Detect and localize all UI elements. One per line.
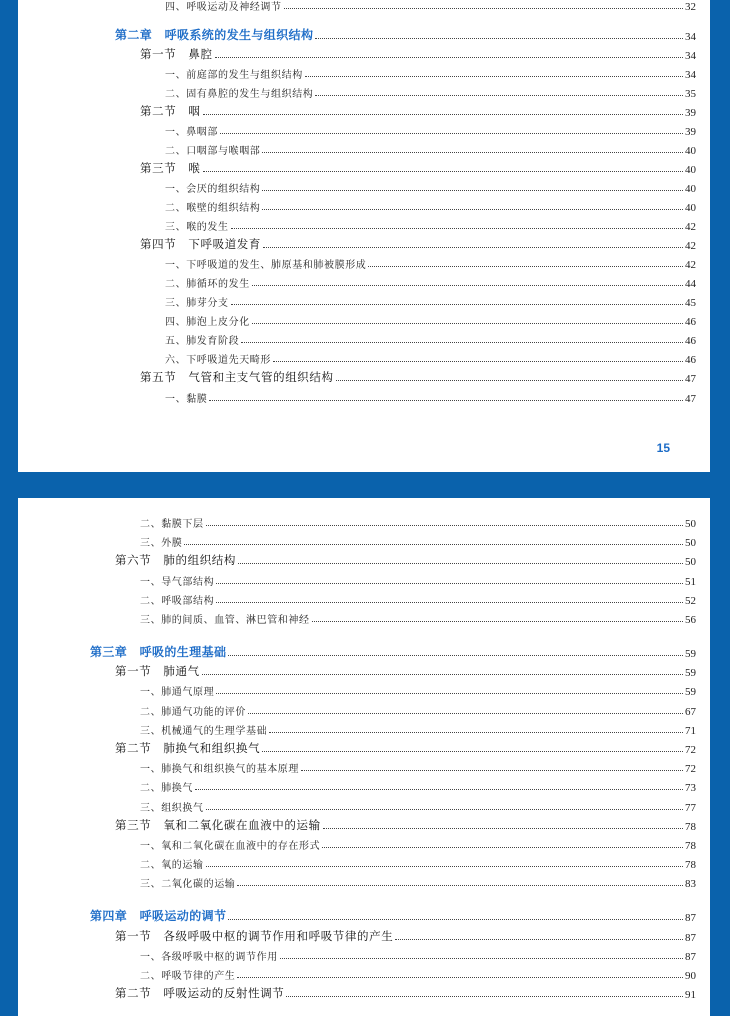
toc-entry-page-number: 72	[685, 744, 696, 756]
toc-entry-page-number: 59	[685, 686, 696, 698]
toc-entry-page-number: 32	[685, 1, 696, 13]
toc-entry-title: 二、肺通气功能的评价	[140, 707, 246, 718]
toc-entry-page-number: 40	[685, 183, 696, 195]
toc-entry-page-number: 67	[685, 706, 696, 718]
toc-entry-title: 一、下呼吸道的发生、肺原基和肺被膜形成	[165, 260, 367, 271]
toc-entry-page-number: 91	[685, 989, 696, 1001]
toc-entry-page-number: 46	[685, 316, 696, 328]
toc-entry-title: 一、鼻咽部	[165, 127, 218, 138]
toc-entry-chapter[interactable]	[18, 905, 710, 924]
toc-entry-page-number: 73	[685, 782, 696, 794]
toc-entry-item[interactable]	[18, 309, 710, 328]
dot-leader	[238, 563, 683, 564]
toc-entry-page-number: 50	[685, 556, 696, 568]
toc-entry-title: 二、喉壁的组织结构	[165, 203, 261, 214]
toc-entry-title: 第二节 咽	[140, 104, 201, 118]
toc-entry-title: 二、黏膜下层	[140, 519, 204, 530]
dot-leader	[216, 693, 683, 694]
dot-leader	[252, 285, 683, 286]
toc-entry-item[interactable]	[18, 871, 710, 890]
toc-entry-item[interactable]	[18, 328, 710, 347]
dot-leader	[262, 751, 683, 752]
toc-entry-title: 二、呼吸节律的产生	[140, 971, 236, 982]
toc-entry-title: 二、口咽部与喉咽部	[165, 146, 261, 157]
toc-entry-page-number: 71	[685, 725, 696, 737]
toc-entry-title: 一、黏膜	[165, 394, 208, 405]
toc-entry-page-number: 59	[685, 667, 696, 679]
toc-entry-page-number: 77	[685, 802, 696, 814]
toc-entry-page-number: 42	[685, 259, 696, 271]
toc-entry-title: 第三节 喉	[140, 161, 201, 175]
dot-leader	[220, 133, 683, 134]
dot-leader	[228, 655, 683, 656]
dot-leader	[262, 209, 683, 210]
dot-leader	[231, 304, 683, 305]
dot-leader	[284, 8, 683, 9]
toc-entry-item[interactable]	[18, 271, 710, 290]
toc-entry-item[interactable]	[18, 386, 710, 405]
toc-entry-page-number: 40	[685, 164, 696, 176]
dot-leader	[252, 323, 683, 324]
toc-entry-section[interactable]	[18, 660, 710, 679]
toc-entry-page-number: 39	[685, 107, 696, 119]
toc-entry-title: 第一节 各级呼吸中枢的调节作用和呼吸节律的产生	[115, 929, 394, 943]
toc-entry-page-number: 35	[685, 88, 696, 100]
dot-leader	[195, 789, 683, 790]
toc-entry-title: 二、肺循环的发生	[165, 279, 250, 290]
toc-entry-title: 四、肺泡上皮分化	[165, 317, 250, 328]
dot-leader	[280, 958, 683, 959]
toc-entry-item[interactable]	[18, 62, 710, 81]
toc-entry-title: 三、组织换气	[140, 803, 204, 814]
dot-leader	[209, 400, 683, 401]
toc-entry-page-number: 40	[685, 145, 696, 157]
toc-entry-page-number: 51	[685, 576, 696, 588]
toc-entry-title: 第三节 氧和二氧化碳在血液中的运输	[115, 818, 321, 832]
toc-entry-page-number: 87	[685, 951, 696, 963]
dot-leader	[286, 996, 683, 997]
toc-entry-page-number: 50	[685, 518, 696, 530]
toc-entry-title: 第四节 下呼吸道发育	[140, 237, 261, 251]
toc-entry-title: 第一节 肺通气	[115, 664, 200, 678]
toc-entry-item[interactable]	[18, 195, 710, 214]
toc-entry-item[interactable]	[18, 699, 710, 718]
toc-entry-page-number: 87	[685, 912, 696, 924]
dot-leader	[336, 380, 683, 381]
toc-entry-title: 一、导气部结构	[140, 577, 215, 588]
toc-entry-title: 二、氧的运输	[140, 860, 204, 871]
toc-entry-title: 五、肺发育阶段	[165, 336, 240, 347]
dot-leader	[216, 583, 683, 584]
toc-entry-section[interactable]	[18, 982, 710, 1001]
toc-entry-chapter[interactable]	[18, 24, 710, 43]
toc-entry-title: 三、二氧化碳的运输	[140, 879, 236, 890]
toc-entry-page-number: 78	[685, 840, 696, 852]
toc-entry-page-number: 42	[685, 240, 696, 252]
toc-entry-item[interactable]	[18, 944, 710, 963]
dot-leader	[305, 76, 683, 77]
toc-entry-item[interactable]	[18, 511, 710, 530]
toc-entry-section[interactable]	[18, 100, 710, 119]
toc-entry-title: 第四章 呼吸运动的调节	[90, 909, 227, 923]
toc-entry-item[interactable]	[18, 569, 710, 588]
toc-entry-title: 一、氧和二氧化碳在血液中的存在形式	[140, 841, 321, 852]
toc-entry-title: 第三章 呼吸的生理基础	[90, 645, 227, 659]
toc-entry-item[interactable]	[18, 679, 710, 698]
toc-entry-page-number: 90	[685, 970, 696, 982]
dot-leader	[273, 361, 683, 362]
dot-leader	[215, 57, 683, 58]
toc-entry-title: 六、下呼吸道先天畸形	[165, 355, 271, 366]
toc-entry-item[interactable]	[18, 607, 710, 626]
dot-leader	[184, 544, 683, 545]
toc-entry-page-number: 78	[685, 821, 696, 833]
dot-leader	[241, 342, 683, 343]
toc-entry-item[interactable]	[18, 588, 710, 607]
dot-leader	[216, 602, 683, 603]
toc-entry-section[interactable]	[18, 157, 710, 176]
toc-entry-title: 二、肺换气	[140, 783, 193, 794]
toc-entry-page-number: 39	[685, 126, 696, 138]
toc-entry-page-number: 34	[685, 69, 696, 81]
dot-leader	[228, 919, 683, 920]
toc-entry-section[interactable]	[18, 43, 710, 62]
toc-entry-page-number: 78	[685, 859, 696, 871]
toc-entry-title: 二、固有鼻腔的发生与组织结构	[165, 89, 314, 100]
toc-entry-chapter[interactable]	[18, 641, 710, 660]
toc-entry-title: 一、肺通气原理	[140, 687, 215, 698]
toc-entry-item[interactable]	[18, 347, 710, 366]
toc-entry-item[interactable]	[18, 718, 710, 737]
toc-entry-title: 第一节 鼻腔	[140, 47, 213, 61]
dot-leader	[323, 828, 683, 829]
toc-entry-title: 一、各级呼吸中枢的调节作用	[140, 952, 278, 963]
toc-entry-page-number: 50	[685, 537, 696, 549]
toc-page-bottom	[18, 498, 710, 1016]
toc-entry-title: 第二节 肺换气和组织换气	[115, 741, 261, 755]
toc-entry-item[interactable]	[18, 119, 710, 138]
dot-leader	[206, 809, 683, 810]
toc-entry-item[interactable]	[18, 963, 710, 982]
dot-leader	[202, 674, 683, 675]
toc-entry-item[interactable]	[18, 833, 710, 852]
toc-entry-section[interactable]	[18, 549, 710, 568]
toc-entry-item[interactable]	[18, 852, 710, 871]
toc-entry-page-number: 44	[685, 278, 696, 290]
dot-leader	[269, 732, 683, 733]
toc-entry-title: 二、呼吸部结构	[140, 596, 215, 607]
toc-entry-section[interactable]	[18, 814, 710, 833]
toc-entry-page-number: 47	[685, 393, 696, 405]
toc-entry-page-number: 83	[685, 878, 696, 890]
toc-entry-item[interactable]	[18, 775, 710, 794]
dot-leader	[263, 247, 683, 248]
toc-entry-item[interactable]	[18, 530, 710, 549]
toc-entry-title: 三、机械通气的生理学基础	[140, 726, 268, 737]
dot-leader	[315, 38, 683, 39]
toc-entry-item[interactable]	[18, 0, 710, 13]
dot-leader	[322, 847, 683, 848]
toc-entry-item[interactable]	[18, 795, 710, 814]
toc-entry-page-number: 40	[685, 202, 696, 214]
page-number: 15	[656, 441, 670, 455]
dot-leader	[206, 525, 683, 526]
toc-entry-item[interactable]	[18, 290, 710, 309]
toc-entry-title: 第五节 气管和主支气管的组织结构	[140, 370, 334, 384]
toc-entry-page-number: 45	[685, 297, 696, 309]
dot-leader	[203, 114, 684, 115]
toc-entry-page-number: 46	[685, 335, 696, 347]
toc-entry-item[interactable]	[18, 252, 710, 271]
dot-leader	[206, 866, 683, 867]
toc-entry-page-number: 47	[685, 373, 696, 385]
dot-leader	[203, 171, 684, 172]
toc-entry-section[interactable]	[18, 366, 710, 385]
toc-entry-page-number: 72	[685, 763, 696, 775]
toc-entry-page-number: 56	[685, 614, 696, 626]
toc-entry-page-number: 42	[685, 221, 696, 233]
toc-entry-title: 三、喉的发生	[165, 222, 229, 233]
dot-leader	[368, 266, 683, 267]
dot-leader	[248, 713, 683, 714]
dot-leader	[262, 152, 683, 153]
toc-entry-page-number: 87	[685, 932, 696, 944]
dot-leader	[237, 885, 683, 886]
toc-entry-page-number: 59	[685, 648, 696, 660]
toc-entry-title: 一、会厌的组织结构	[165, 184, 261, 195]
dot-leader	[315, 95, 683, 96]
dot-leader	[262, 190, 683, 191]
toc-entry-item[interactable]	[18, 176, 710, 195]
toc-entry-item[interactable]	[18, 756, 710, 775]
toc-entry-title: 第二章 呼吸系统的发生与组织结构	[115, 28, 314, 42]
toc-entry-title: 第六节 肺的组织结构	[115, 553, 236, 567]
toc-entry-section[interactable]	[18, 233, 710, 252]
toc-entry-page-number: 34	[685, 31, 696, 43]
toc-entry-page-number: 52	[685, 595, 696, 607]
toc-entry-page-number: 34	[685, 50, 696, 62]
toc-entry-title: 一、前庭部的发生与组织结构	[165, 70, 303, 81]
dot-leader	[301, 770, 683, 771]
toc-entry-title: 三、肺的间质、血管、淋巴管和神经	[140, 615, 310, 626]
dot-leader	[237, 977, 683, 978]
toc-entry-title: 三、外膜	[140, 538, 183, 549]
toc-entry-item[interactable]	[18, 214, 710, 233]
toc-entry-title: 一、肺换气和组织换气的基本原理	[140, 764, 299, 775]
toc-entry-title: 第二节 呼吸运动的反射性调节	[115, 986, 285, 1000]
toc-entry-title: 三、肺芽分支	[165, 298, 229, 309]
dot-leader	[312, 621, 683, 622]
toc-entry-title: 四、呼吸运动及神经调节	[165, 2, 282, 13]
toc-entry-section[interactable]	[18, 925, 710, 944]
dot-leader	[395, 939, 683, 940]
toc-entry-item[interactable]	[18, 138, 710, 157]
dot-leader	[231, 228, 683, 229]
toc-entry-section[interactable]	[18, 737, 710, 756]
toc-entry-item[interactable]	[18, 81, 710, 100]
toc-entry-page-number: 46	[685, 354, 696, 366]
toc-page-top	[18, 0, 710, 472]
